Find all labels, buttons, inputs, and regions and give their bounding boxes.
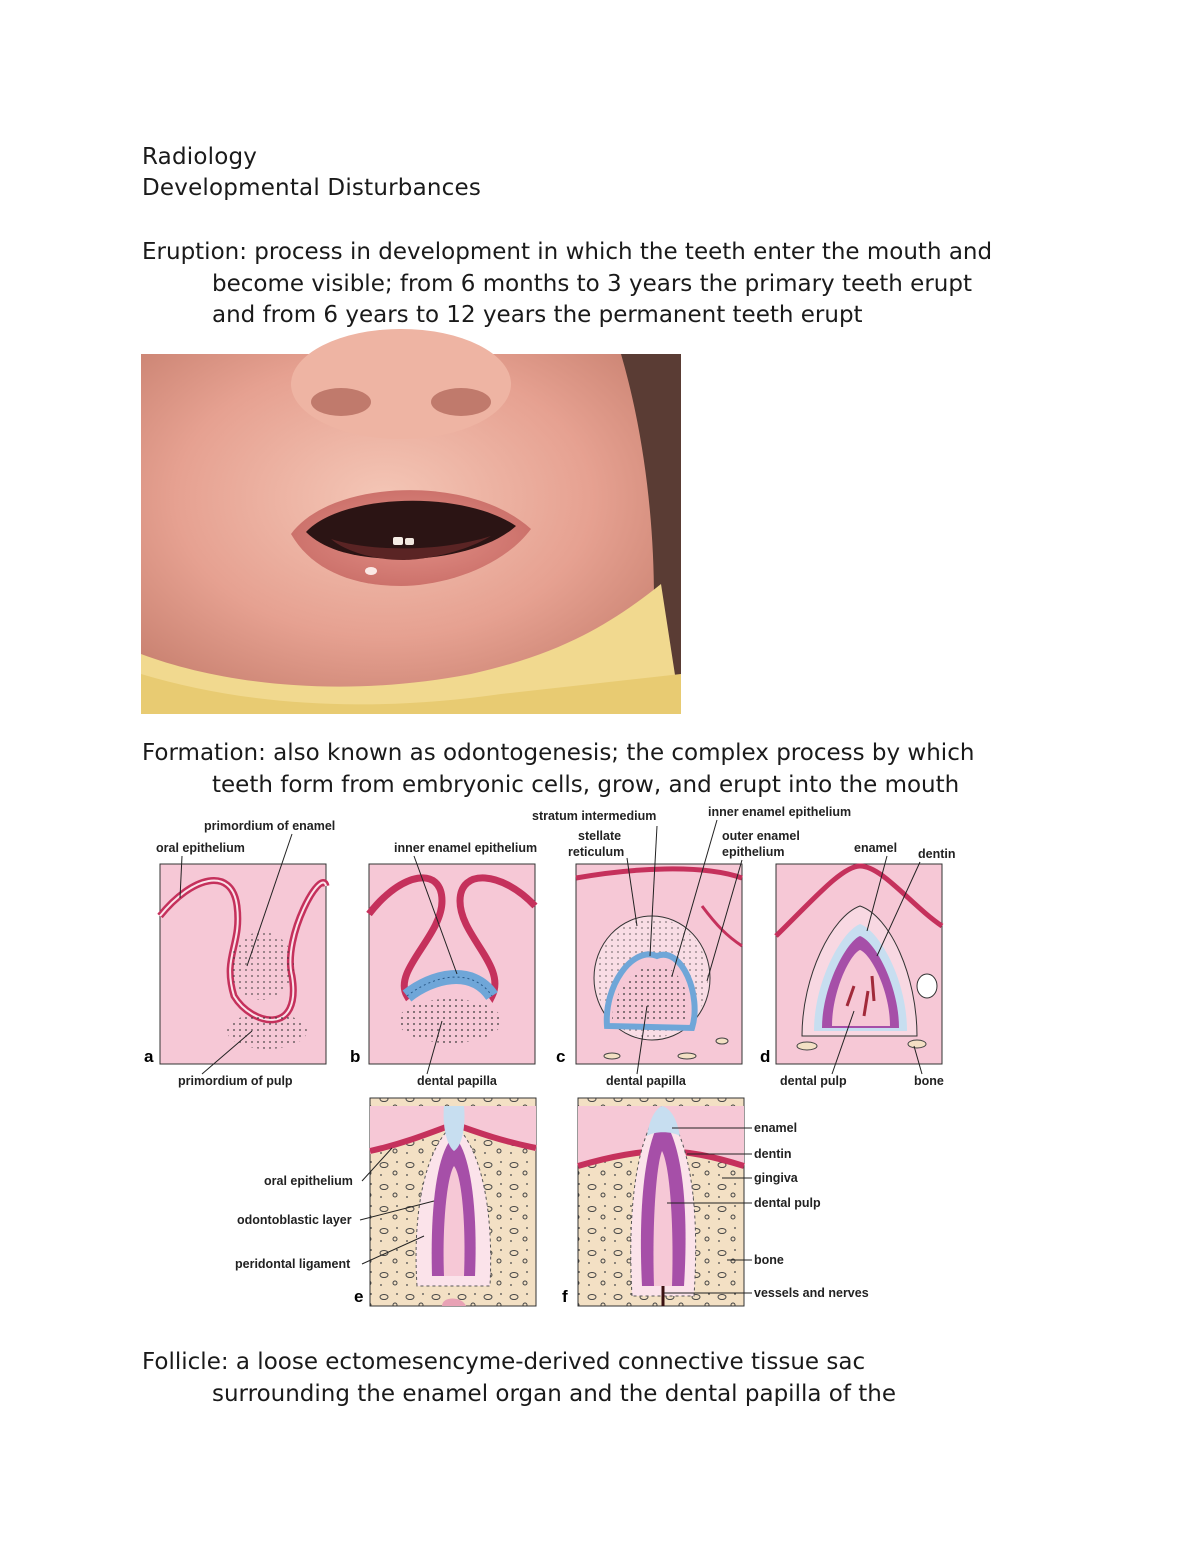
label-dental-pulp-f: dental pulp xyxy=(754,1196,821,1210)
label-oral-epithelium-e: oral epithelium xyxy=(264,1174,353,1188)
eruption-paragraph xyxy=(142,237,1082,332)
label-peridontal-ligament: peridontal ligament xyxy=(235,1257,351,1271)
label-inner-enamel-epithelium-b: inner enamel epithelium xyxy=(394,841,538,855)
label-gingiva: gingiva xyxy=(754,1171,798,1185)
panel-letter-e: e xyxy=(354,1287,364,1306)
panel-letter-b: b xyxy=(350,1047,361,1066)
eruption-line-1: Eruption: process in development in which the teeth enter the mouth and xyxy=(142,239,993,265)
label-enamel-d: enamel xyxy=(854,841,898,855)
label-primordium-of-enamel: primordium of enamel xyxy=(204,819,336,833)
diagram-svg xyxy=(142,805,956,1308)
panel-f xyxy=(578,1098,744,1306)
label-dental-pulp-d: dental pulp xyxy=(780,1074,847,1088)
panel-letter-f: f xyxy=(562,1287,568,1306)
follicle-paragraph xyxy=(142,1347,1082,1410)
label-dentin-d: dentin xyxy=(918,847,956,861)
panel-d xyxy=(776,864,942,1064)
formation-line-2: teeth form from embryonic cells, grow, and erupt into the mouth xyxy=(212,771,960,798)
panel-c xyxy=(576,864,742,1064)
label-dental-papilla-b: dental papilla xyxy=(417,1074,497,1088)
label-vessels-and-nerves: vessels and nerves xyxy=(754,1286,869,1300)
label-inner-enamel-epithelium-c: inner enamel epithelium xyxy=(708,805,852,819)
label-bone-f: bone xyxy=(754,1253,784,1267)
formation-paragraph xyxy=(142,738,1082,801)
baby-mouth-illustration xyxy=(141,354,681,714)
label-outer-enamel: outer enamel xyxy=(722,829,800,843)
panel-letter-c: c xyxy=(556,1047,566,1066)
panel-a xyxy=(160,864,326,1064)
document-title: Developmental Disturbances xyxy=(142,175,482,201)
panel-e xyxy=(370,1098,536,1306)
label-bone-d: bone xyxy=(914,1074,944,1088)
label-odontoblastic-layer: odontoblastic layer xyxy=(237,1213,352,1227)
label-dentin-f: dentin xyxy=(754,1147,792,1161)
label-enamel-f: enamel xyxy=(754,1121,798,1135)
panel-letter-a: a xyxy=(144,1047,154,1066)
odontogenesis-diagram xyxy=(142,805,956,1308)
course-title: Radiology xyxy=(142,144,258,170)
formation-line-1: Formation: also known as odontogenesis; the complex process by which xyxy=(142,740,975,766)
label-primordium-of-pulp: primordium of pulp xyxy=(178,1074,293,1088)
eruption-line-3: and from 6 years to 12 years the permanent teeth erupt xyxy=(212,302,863,328)
label-dental-papilla-c: dental papilla xyxy=(606,1074,686,1088)
label-reticulum: reticulum xyxy=(568,845,625,859)
follicle-line-2: surrounding the enamel organ and the dental papilla of the xyxy=(212,1380,896,1407)
label-oral-epithelium-a: oral epithelium xyxy=(156,841,245,855)
eruption-line-2: become visible; from 6 months to 3 years the primary teeth erupt xyxy=(212,270,972,297)
panel-letter-d: d xyxy=(760,1047,771,1066)
baby-teeth-photo xyxy=(141,354,681,714)
label-epithelium: epithelium xyxy=(722,845,785,859)
follicle-line-1: Follicle: a loose ectomesencyme-derived connective tissue sac xyxy=(142,1349,866,1375)
label-stratum-intermedium: stratum intermedium xyxy=(532,809,657,823)
panel-b xyxy=(369,864,535,1064)
label-stellate: stellate xyxy=(578,829,622,843)
